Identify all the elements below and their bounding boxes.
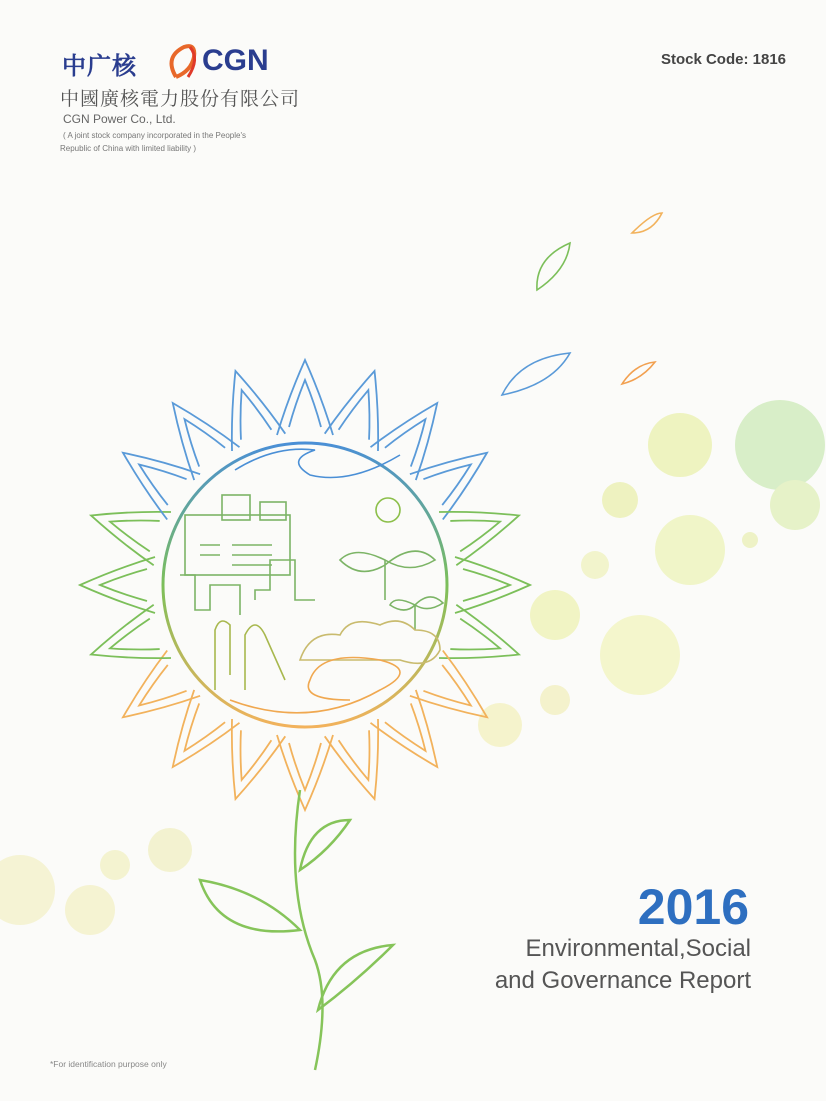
bubble: [100, 850, 130, 880]
petal: [209, 719, 285, 808]
petal: [209, 362, 285, 451]
flower-center-ring: [163, 443, 447, 727]
bubble: [65, 885, 115, 935]
cgn-logo-icon: [166, 42, 202, 82]
bubble: [742, 532, 758, 548]
footnote: *For identification purpose only: [50, 1059, 167, 1069]
stem: [200, 790, 393, 1070]
bubble: [0, 855, 55, 925]
report-year: 2016: [637, 879, 749, 935]
bubble: [530, 590, 580, 640]
petal: [439, 605, 528, 681]
petal: [277, 360, 333, 435]
logo-cgn: CGN: [202, 44, 269, 77]
bubble: [735, 400, 825, 490]
bubble: [600, 615, 680, 695]
petal: [325, 362, 401, 451]
petal: [455, 557, 530, 613]
petal: [277, 735, 333, 810]
petal: [80, 557, 155, 613]
report-title-line2: and Governance Report: [494, 967, 751, 994]
bubble: [770, 480, 820, 530]
petal: [82, 489, 171, 565]
logo-chinese: 中广核: [62, 53, 137, 80]
bubble: [478, 703, 522, 747]
company-name-chinese: 中國廣核電力股份有限公司: [60, 89, 301, 110]
company-note: Republic of China with limited liability ): [60, 144, 197, 153]
bubble: [148, 828, 192, 872]
petal: [439, 489, 528, 565]
stock-code: Stock Code: 1816: [660, 51, 786, 68]
sunflower-petals: [80, 360, 530, 810]
petal: [82, 605, 171, 681]
petal: [325, 719, 401, 808]
bubble: [655, 515, 725, 585]
bubble: [602, 482, 638, 518]
floating-leaves: [502, 213, 662, 395]
scene-lineart: [180, 449, 443, 713]
decorative-bubbles: [0, 400, 825, 935]
bubble: [648, 413, 712, 477]
bubble: [581, 551, 609, 579]
report-title-line1: Environmental,Social: [525, 935, 751, 962]
company-note: ( A joint stock company incorporated in the People's: [63, 131, 246, 140]
bubble: [540, 685, 570, 715]
company-name-english: CGN Power Co., Ltd.: [63, 112, 176, 126]
